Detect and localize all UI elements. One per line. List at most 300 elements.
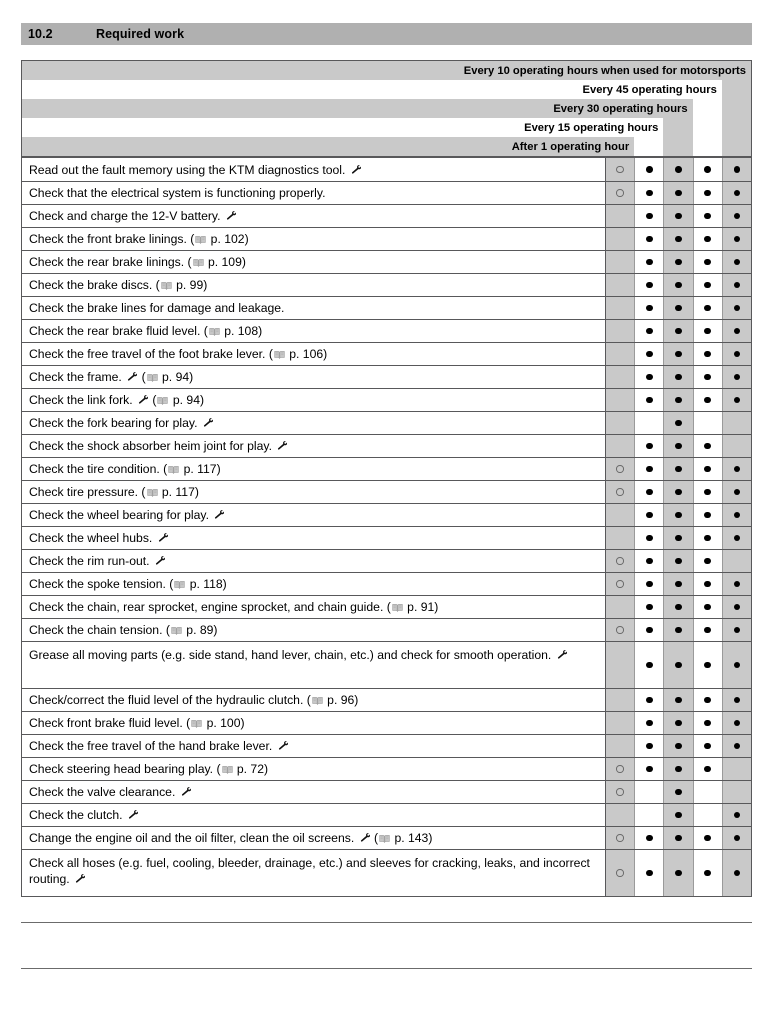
filled-dot-icon — [675, 512, 682, 519]
table-row — [22, 780, 751, 803]
filled-dot-icon — [646, 558, 653, 565]
interval-cell-4 — [634, 527, 663, 549]
filled-dot-icon — [646, 766, 653, 773]
task-text: Check all hoses (e.g. fuel, cooling, bleeder, drainage, etc.) and sleeves for cracking, leaks, and incorrect routing. — [29, 856, 590, 886]
interval-cell-1 — [722, 158, 751, 181]
interval-marks — [605, 781, 751, 803]
filled-dot-icon — [646, 627, 653, 634]
filled-dot-icon — [675, 397, 682, 404]
interval-cell-5 — [605, 158, 634, 181]
task-description — [22, 389, 605, 411]
task-text: Check the front brake linings. ( p. 102) — [29, 232, 249, 246]
interval-cell-3 — [663, 458, 692, 480]
filled-dot-icon — [704, 259, 711, 266]
book-reference-icon — [174, 580, 185, 589]
task-description — [22, 850, 605, 896]
interval-cell-1 — [722, 758, 751, 780]
filled-dot-icon — [675, 443, 682, 450]
interval-cell-4 — [634, 642, 663, 688]
hollow-circle-icon — [616, 465, 624, 473]
interval-cell-3 — [663, 850, 692, 896]
interval-cell-1 — [722, 205, 751, 227]
interval-cell-2 — [693, 458, 722, 480]
filled-dot-icon — [704, 766, 711, 773]
interval-cell-2 — [693, 735, 722, 757]
filled-dot-icon — [646, 512, 653, 519]
interval-cell-2 — [693, 596, 722, 618]
interval-cell-2 — [693, 758, 722, 780]
interval-cell-1 — [722, 228, 751, 250]
filled-dot-icon — [675, 558, 682, 565]
interval-cell-5 — [605, 827, 634, 849]
interval-marks — [605, 435, 751, 457]
task-description — [22, 158, 605, 181]
filled-dot-icon — [675, 835, 682, 842]
filled-dot-icon — [646, 166, 653, 173]
table-row — [22, 204, 751, 227]
filled-dot-icon — [675, 581, 682, 588]
header-pad-cell — [722, 80, 751, 99]
interval-cell-5 — [605, 596, 634, 618]
book-reference-icon — [191, 719, 202, 728]
task-text: Check tire pressure. ( p. 117) — [29, 485, 199, 499]
interval-cell-5 — [605, 458, 634, 480]
column-header-5: Every 10 operating hours when used for motorsports — [22, 61, 751, 80]
interval-cell-2 — [693, 781, 722, 803]
filled-dot-icon — [734, 351, 741, 358]
hollow-circle-icon — [616, 626, 624, 634]
interval-cell-3 — [663, 481, 692, 503]
table-body — [22, 158, 751, 896]
filled-dot-icon — [704, 835, 711, 842]
filled-dot-icon — [675, 236, 682, 243]
filled-dot-icon — [646, 743, 653, 750]
filled-dot-icon — [704, 351, 711, 358]
header-pad-cell — [693, 118, 722, 137]
task-text: Check and charge the 12-V battery. — [29, 208, 237, 224]
filled-dot-icon — [646, 662, 653, 669]
table-row — [22, 572, 751, 595]
task-description — [22, 619, 605, 641]
interval-cell-2 — [693, 481, 722, 503]
interval-cell-2 — [693, 804, 722, 826]
interval-cell-4 — [634, 827, 663, 849]
task-description — [22, 251, 605, 273]
task-text: Read out the fault memory using the KTM diagnostics tool. — [29, 162, 362, 178]
interval-cell-1 — [722, 435, 751, 457]
task-text: Check the wheel hubs. — [29, 530, 169, 546]
interval-cell-4 — [634, 412, 663, 434]
task-description — [22, 642, 605, 688]
interval-cell-2 — [693, 182, 722, 204]
table-row — [22, 273, 751, 296]
required-work-table — [21, 60, 752, 897]
interval-cell-5 — [605, 850, 634, 896]
interval-cell-3 — [663, 619, 692, 641]
interval-cell-2 — [693, 389, 722, 411]
filled-dot-icon — [675, 812, 682, 819]
interval-cell-2 — [693, 366, 722, 388]
book-reference-icon — [274, 350, 285, 359]
book-reference-icon — [392, 603, 403, 612]
filled-dot-icon — [734, 374, 741, 381]
interval-cell-3 — [663, 758, 692, 780]
interval-marks — [605, 366, 751, 388]
interval-marks — [605, 158, 751, 181]
filled-dot-icon — [675, 743, 682, 750]
filled-dot-icon — [675, 720, 682, 727]
header-pad — [722, 80, 751, 99]
interval-cell-5 — [605, 228, 634, 250]
interval-cell-5 — [605, 712, 634, 734]
filled-dot-icon — [734, 743, 741, 750]
filled-dot-icon — [646, 236, 653, 243]
filled-dot-icon — [734, 259, 741, 266]
task-text: Check the wheel bearing for play. — [29, 507, 225, 523]
interval-cell-5 — [605, 412, 634, 434]
filled-dot-icon — [646, 720, 653, 727]
interval-cell-2 — [693, 205, 722, 227]
footer-rule-top — [21, 922, 752, 923]
interval-cell-4 — [634, 735, 663, 757]
interval-cell-1 — [722, 458, 751, 480]
filled-dot-icon — [646, 328, 653, 335]
task-description — [22, 689, 605, 711]
interval-marks — [605, 596, 751, 618]
filled-dot-icon — [675, 166, 682, 173]
filled-dot-icon — [704, 604, 711, 611]
table-row — [22, 757, 751, 780]
interval-cell-3 — [663, 781, 692, 803]
task-description — [22, 274, 605, 296]
filled-dot-icon — [675, 420, 682, 427]
filled-dot-icon — [704, 489, 711, 496]
interval-cell-3 — [663, 712, 692, 734]
filled-dot-icon — [704, 627, 711, 634]
interval-cell-1 — [722, 412, 751, 434]
filled-dot-icon — [704, 397, 711, 404]
header-pad — [693, 99, 751, 118]
interval-cell-5 — [605, 389, 634, 411]
filled-dot-icon — [734, 236, 741, 243]
task-description — [22, 827, 605, 849]
table-header-row — [22, 99, 751, 118]
wrench-icon — [556, 649, 567, 660]
table-row — [22, 296, 751, 319]
filled-dot-icon — [704, 236, 711, 243]
hollow-circle-icon — [616, 869, 624, 877]
wrench-icon — [137, 394, 148, 405]
header-pad-cell — [722, 137, 751, 156]
interval-cell-3 — [663, 182, 692, 204]
interval-cell-3 — [663, 251, 692, 273]
section-number: 10.2 — [28, 27, 53, 41]
interval-marks — [605, 182, 751, 204]
interval-cell-1 — [722, 366, 751, 388]
interval-cell-2 — [693, 251, 722, 273]
filled-dot-icon — [646, 213, 653, 220]
filled-dot-icon — [675, 662, 682, 669]
interval-cell-1 — [722, 596, 751, 618]
hollow-circle-icon — [616, 834, 624, 842]
hollow-circle-icon — [616, 189, 624, 197]
task-text: Check the chain tension. ( p. 89) — [29, 623, 218, 637]
column-header-2: Every 15 operating hours — [22, 118, 663, 137]
interval-marks — [605, 527, 751, 549]
task-text: Check the tire condition. ( p. 117) — [29, 462, 221, 476]
table-row — [22, 250, 751, 273]
wrench-icon — [126, 371, 137, 382]
wrench-icon — [276, 440, 287, 451]
filled-dot-icon — [734, 397, 741, 404]
header-pad — [634, 137, 751, 156]
table-row — [22, 641, 751, 688]
interval-cell-1 — [722, 712, 751, 734]
interval-marks — [605, 689, 751, 711]
interval-cell-3 — [663, 804, 692, 826]
interval-marks — [605, 804, 751, 826]
interval-cell-5 — [605, 619, 634, 641]
task-text: Check the brake discs. ( p. 99) — [29, 278, 208, 292]
interval-cell-1 — [722, 504, 751, 526]
task-description — [22, 458, 605, 480]
top-cut-glyph — [46, 0, 50, 1]
task-description — [22, 205, 605, 227]
interval-cell-1 — [722, 619, 751, 641]
task-description — [22, 343, 605, 365]
filled-dot-icon — [704, 328, 711, 335]
filled-dot-icon — [675, 870, 682, 877]
wrench-icon — [213, 509, 224, 520]
filled-dot-icon — [704, 743, 711, 750]
filled-dot-icon — [734, 581, 741, 588]
interval-cell-1 — [722, 850, 751, 896]
interval-cell-1 — [722, 689, 751, 711]
wrench-icon — [225, 210, 236, 221]
interval-cell-4 — [634, 619, 663, 641]
book-reference-icon — [222, 765, 233, 774]
interval-cell-2 — [693, 619, 722, 641]
header-pad-cell — [693, 137, 722, 156]
task-text: Check the frame. ( p. 94) — [29, 370, 194, 384]
interval-cell-2 — [693, 412, 722, 434]
header-pad-cell — [722, 99, 751, 118]
footer-rule-bottom — [21, 968, 752, 969]
task-text: Check the rim run-out. — [29, 553, 166, 569]
interval-marks — [605, 827, 751, 849]
filled-dot-icon — [734, 489, 741, 496]
hollow-circle-icon — [616, 557, 624, 565]
filled-dot-icon — [704, 466, 711, 473]
interval-marks — [605, 343, 751, 365]
table-row — [22, 734, 751, 757]
task-text: Check the brake lines for damage and leakage. — [29, 301, 285, 315]
filled-dot-icon — [675, 190, 682, 197]
task-description — [22, 758, 605, 780]
filled-dot-icon — [646, 305, 653, 312]
task-text: Check the link fork. ( p. 94) — [29, 393, 205, 407]
interval-marks — [605, 412, 751, 434]
filled-dot-icon — [704, 662, 711, 669]
interval-cell-2 — [693, 550, 722, 572]
interval-cell-3 — [663, 504, 692, 526]
filled-dot-icon — [734, 466, 741, 473]
interval-cell-5 — [605, 527, 634, 549]
task-text: Grease all moving parts (e.g. side stand, hand lever, chain, etc.) and check for smooth operation. — [29, 647, 568, 663]
filled-dot-icon — [675, 535, 682, 542]
interval-cell-2 — [693, 504, 722, 526]
table-row — [22, 688, 751, 711]
filled-dot-icon — [675, 489, 682, 496]
interval-cell-5 — [605, 435, 634, 457]
filled-dot-icon — [734, 697, 741, 704]
task-description — [22, 228, 605, 250]
interval-marks — [605, 481, 751, 503]
interval-cell-2 — [693, 850, 722, 896]
interval-cell-2 — [693, 689, 722, 711]
column-header-1: After 1 operating hour — [22, 137, 634, 156]
filled-dot-icon — [734, 305, 741, 312]
task-text: Check the shock absorber heim joint for play. — [29, 438, 288, 454]
filled-dot-icon — [675, 259, 682, 266]
interval-marks — [605, 228, 751, 250]
interval-marks — [605, 504, 751, 526]
interval-cell-4 — [634, 781, 663, 803]
filled-dot-icon — [734, 535, 741, 542]
task-description — [22, 297, 605, 319]
interval-cell-2 — [693, 343, 722, 365]
filled-dot-icon — [646, 190, 653, 197]
filled-dot-icon — [675, 627, 682, 634]
interval-cell-5 — [605, 504, 634, 526]
filled-dot-icon — [646, 604, 653, 611]
filled-dot-icon — [675, 789, 682, 796]
interval-cell-4 — [634, 228, 663, 250]
interval-cell-5 — [605, 297, 634, 319]
interval-cell-4 — [634, 573, 663, 595]
filled-dot-icon — [734, 166, 741, 173]
task-text: Check that the electrical system is functioning properly. — [29, 186, 326, 200]
interval-cell-4 — [634, 596, 663, 618]
interval-cell-2 — [693, 435, 722, 457]
header-pad-cell — [663, 137, 692, 156]
interval-cell-3 — [663, 228, 692, 250]
interval-marks — [605, 274, 751, 296]
interval-cell-3 — [663, 735, 692, 757]
table-row — [22, 457, 751, 480]
interval-cell-3 — [663, 642, 692, 688]
task-description — [22, 504, 605, 526]
column-header-3: Every 30 operating hours — [22, 99, 693, 118]
filled-dot-icon — [675, 697, 682, 704]
task-text: Check front brake fluid level. ( p. 100) — [29, 716, 245, 730]
interval-cell-3 — [663, 158, 692, 181]
interval-cell-1 — [722, 389, 751, 411]
interval-cell-5 — [605, 205, 634, 227]
filled-dot-icon — [646, 259, 653, 266]
table-row — [22, 319, 751, 342]
interval-marks — [605, 320, 751, 342]
interval-cell-5 — [605, 182, 634, 204]
filled-dot-icon — [646, 282, 653, 289]
task-description — [22, 781, 605, 803]
interval-cell-4 — [634, 366, 663, 388]
interval-cell-2 — [693, 827, 722, 849]
interval-cell-1 — [722, 527, 751, 549]
interval-cell-2 — [693, 274, 722, 296]
interval-cell-3 — [663, 596, 692, 618]
interval-cell-2 — [693, 712, 722, 734]
filled-dot-icon — [646, 870, 653, 877]
task-text: Check the fork bearing for play. — [29, 415, 214, 431]
table-row — [22, 365, 751, 388]
table-row — [22, 227, 751, 250]
interval-cell-4 — [634, 712, 663, 734]
interval-marks — [605, 642, 751, 688]
table-header-staircase — [22, 61, 751, 158]
interval-cell-1 — [722, 550, 751, 572]
interval-cell-3 — [663, 343, 692, 365]
interval-cell-1 — [722, 827, 751, 849]
filled-dot-icon — [675, 305, 682, 312]
book-reference-icon — [157, 396, 168, 405]
interval-cell-1 — [722, 343, 751, 365]
filled-dot-icon — [646, 581, 653, 588]
interval-cell-4 — [634, 343, 663, 365]
interval-cell-1 — [722, 320, 751, 342]
filled-dot-icon — [646, 466, 653, 473]
interval-cell-3 — [663, 435, 692, 457]
interval-cell-3 — [663, 573, 692, 595]
filled-dot-icon — [675, 351, 682, 358]
filled-dot-icon — [646, 697, 653, 704]
interval-cell-3 — [663, 320, 692, 342]
interval-cell-4 — [634, 158, 663, 181]
interval-cell-2 — [693, 158, 722, 181]
filled-dot-icon — [646, 397, 653, 404]
task-text: Check the free travel of the foot brake lever. ( p. 106) — [29, 347, 328, 361]
interval-cell-1 — [722, 804, 751, 826]
interval-cell-3 — [663, 366, 692, 388]
interval-cell-4 — [634, 689, 663, 711]
header-pad-cell — [693, 99, 722, 118]
filled-dot-icon — [704, 305, 711, 312]
filled-dot-icon — [704, 535, 711, 542]
interval-cell-4 — [634, 458, 663, 480]
interval-cell-4 — [634, 481, 663, 503]
filled-dot-icon — [646, 374, 653, 381]
filled-dot-icon — [704, 558, 711, 565]
interval-cell-2 — [693, 642, 722, 688]
filled-dot-icon — [646, 535, 653, 542]
interval-cell-5 — [605, 343, 634, 365]
interval-cell-3 — [663, 412, 692, 434]
interval-cell-4 — [634, 850, 663, 896]
interval-marks — [605, 850, 751, 896]
interval-cell-4 — [634, 389, 663, 411]
interval-cell-4 — [634, 251, 663, 273]
table-row — [22, 595, 751, 618]
book-reference-icon — [195, 235, 206, 244]
task-description — [22, 712, 605, 734]
interval-marks — [605, 758, 751, 780]
interval-cell-1 — [722, 182, 751, 204]
interval-marks — [605, 619, 751, 641]
filled-dot-icon — [734, 870, 741, 877]
interval-marks — [605, 389, 751, 411]
filled-dot-icon — [734, 835, 741, 842]
filled-dot-icon — [646, 489, 653, 496]
